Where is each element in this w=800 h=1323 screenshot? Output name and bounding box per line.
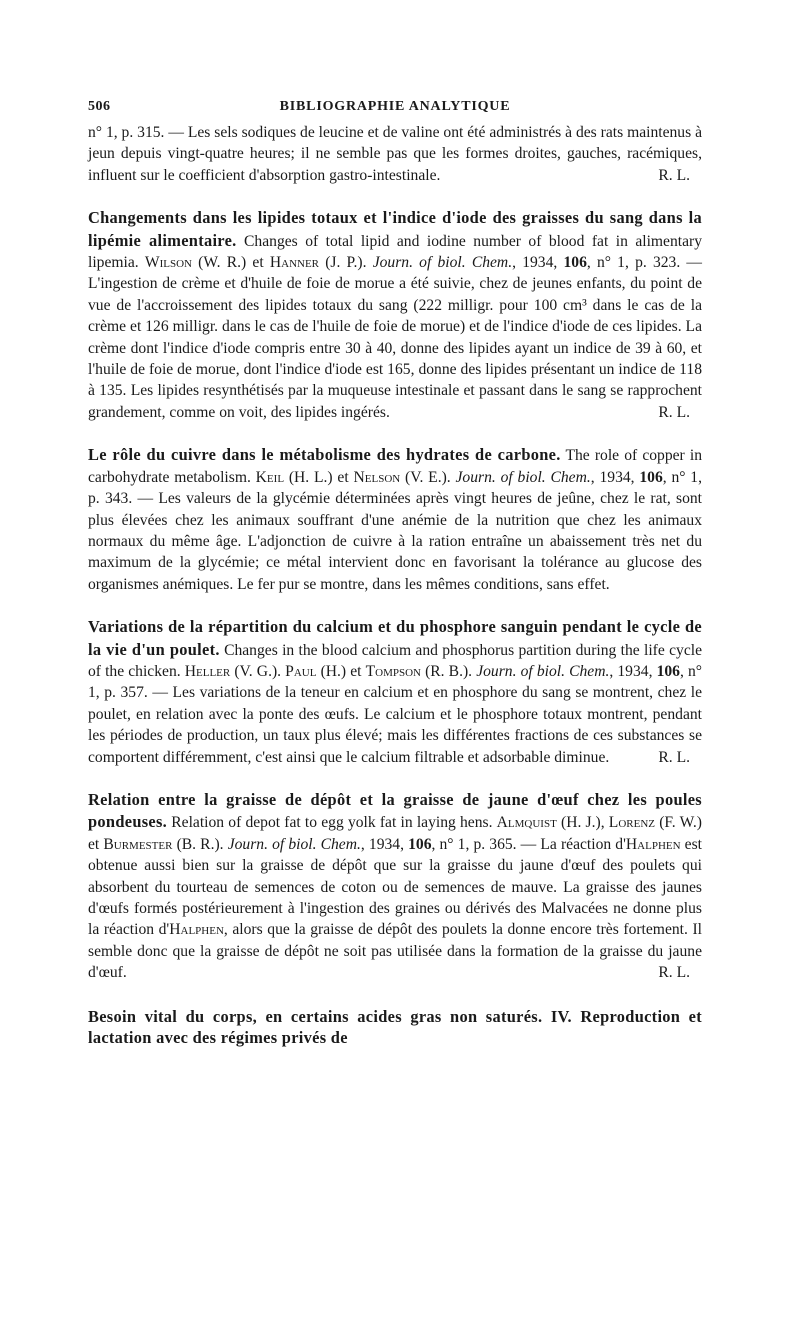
entry-english-title: The role of copper in carbohydrate metabolism. [88,447,702,486]
page-number: 506 [88,99,111,114]
entry-reference: , n° 1, p. 365. — [431,835,541,853]
entry-calcium [88,616,702,768]
entry-title: Le rôle du cuivre dans le métabolisme des hydrates de carbone. [88,445,561,465]
entry-title-continued: Besoin vital du corps, en certains acides gras non saturés. IV. Reproduction et lactation avec des régimes privés de [88,1006,702,1048]
entry-english-title: Relation of depot fat to egg yolk fat in laying hens. [167,814,497,832]
entry-journal: Journ. of biol. Chem. [372,254,513,272]
entry-cuivre [88,444,702,595]
entry-english-title: Changes of total lipid and iodine number of blood fat in alimentary lipemia. [88,232,703,272]
entry-author: Lorenz [608,814,655,832]
entry-author-initials: (V. E.). [400,468,456,486]
entry-journal: Journ. of biol. Chem. [476,662,610,680]
entry-author: Burmester [103,835,173,853]
entry-author-initials: (J. P.). [319,254,373,272]
entry-author: Halphen [169,921,224,939]
entry-signature: R. L. [658,748,690,766]
entry-author-initials: (H.) et [316,662,366,680]
entry-volume: 106 [656,662,680,680]
entry-body: , alors que la graisse de dépôt des poulets la donne encore très fortement. Il semble donc que la graisse de dépôt ne soit pas utilisée dans la formation de la graisse du jaune d'œuf. [88,921,702,982]
entry-graisse [88,789,702,984]
entry-body: L'ingestion de crème et d'huile de foie de morue a été suivie, chez de jeunes enfants, du point de vue de l'accroissement des lipides totaux du sang (222 milligr. pour 100 cm³ dans le cas de la crème et 126 milligr. dans le cas de l'huile de foie de morue) et de l'indice d'iode de ces lipides. La crème dont l'indice d'iode compris entre 30 à 40, donne des lipides ayant un indice de 39 à 60, et l'huile de foie de morue, dont l'indice d'iode est 165, donne des lipides présentant un indice de 118 à 135. Les lipides resynthétisés par la muqueuse intestinale et passant dans le sang se rapprochent grandement, comme on voit, des lipides ingérés. [88,275,702,421]
entry-volume: 106 [563,254,587,272]
entry-author: Keil [255,468,285,486]
entry-year: , 1934, [360,835,409,853]
entry-year: , 1934, [609,662,657,680]
entry-author-initials: (R. B.). [420,662,477,680]
entry-author: Nelson [353,468,401,486]
entry-lipemie [88,207,702,423]
entry-english-title: Changes in the blood calcium and phosphorus partition during the life cycle of the chicken. [88,641,703,680]
entry-author: Wilson [144,254,192,272]
entry-author-initials: (F. W.) et [88,814,702,853]
entry-signature: R. L. [658,166,690,184]
entry-continuation [88,122,702,186]
entry-author: Tompson [365,662,421,680]
entry-author-initials: (B. R.). [172,835,228,853]
entry-reference: , n° 1, p. 357. — [88,662,703,702]
entry-body: Les valeurs de la glycémie déterminées après vingt heures de jeûne, chez le rat, sont plus élevées chez les animaux souffrant d'une anémie de la nutrition que chez les animaux normaux du même âge. L'adjonction de cuivre à la ration entraîne un abaissement très net du maximum de la glycémie; ce métal intervient donc en favorisant la tolérance au glucose des organismes anémiques. Le fer pur se montre, dans les mêmes conditions, sans effet. [88,490,702,593]
entry-author-initials: (W. R.) et [191,254,270,272]
entry-author-initials: (V. G.). [230,662,286,680]
entry-signature: R. L. [658,403,690,421]
entry-body: Les variations de la teneur en calcium et en phosphore du sang se montrent, chez le poulet, en relation avec la ponte des œufs. Le calcium et le phosphore totaux montrent, pendant les périodes de production, un taux plus élevé; mais les différentes fractions de ces substances se comportent différemment, c'est ainsi que le calcium filtrable et adsorbable diminue. [88,684,703,766]
entry-author: Halphen [625,835,681,853]
entry-body: La réaction d' [540,835,626,853]
running-title: BIBLIOGRAPHIE ANALYTIQUE [279,99,511,114]
entry-author: Heller [184,662,231,680]
entry-volume: 106 [408,835,432,853]
entry-signature: R. L. [658,964,690,982]
entry-year: , 1934, [512,254,564,272]
entry-body: n° 1, p. 315. — Les sels sodiques de leucine et de valine ont été administrés à des rats maintenus à jeun depuis vingt-quatre heures; il ne semble pas que les formes droites, gauches, racémiques, influent sur le coefficient d'absorption gastro-intestinale. [88,124,702,184]
entry-journal: Journ. of biol. Chem. [227,835,361,853]
entry-reference: , n° 1, p. 343. — [88,468,703,508]
entry-title: Variations de la répartition du calcium et du phosphore sanguin pendant le cycle de la vie d'un poulet. [88,617,702,659]
entry-reference: , n° 1, p. 323. — [586,254,703,272]
entry-title: Changements dans les lipides totaux et l'indice d'iode des graisses du sang dans la lipémie alimentaire. [88,208,702,250]
page-header [88,96,702,118]
entry-volume: 106 [639,468,663,486]
entry-author: Almquist [496,814,557,832]
entry-title: Relation entre la graisse de dépôt et la graisse de jaune d'œuf chez les poules pondeuses. [88,789,702,832]
entry-body: est obtenue aussi bien sur la graisse de dépôt que sur la graisse du jaune d'œuf des poulets qui absorbent du tourteau de semences de coton ou de semences de mauve. La graisse des jaunes d'œufs formés postérieurement à l'ingestion des graines ou dérivés des Malvacées ne donne plus la réaction d' [88,835,702,939]
entry-year: , 1934, [590,468,640,486]
entry-author: Paul [285,662,317,680]
entry-journal: Journ. of biol. Chem. [455,468,591,486]
entry-author: Hanner [269,254,320,272]
document-page [88,96,702,1048]
entry-author-initials: (H. L.) et [284,468,354,486]
entry-author-initials: (H. J.), [556,814,609,832]
